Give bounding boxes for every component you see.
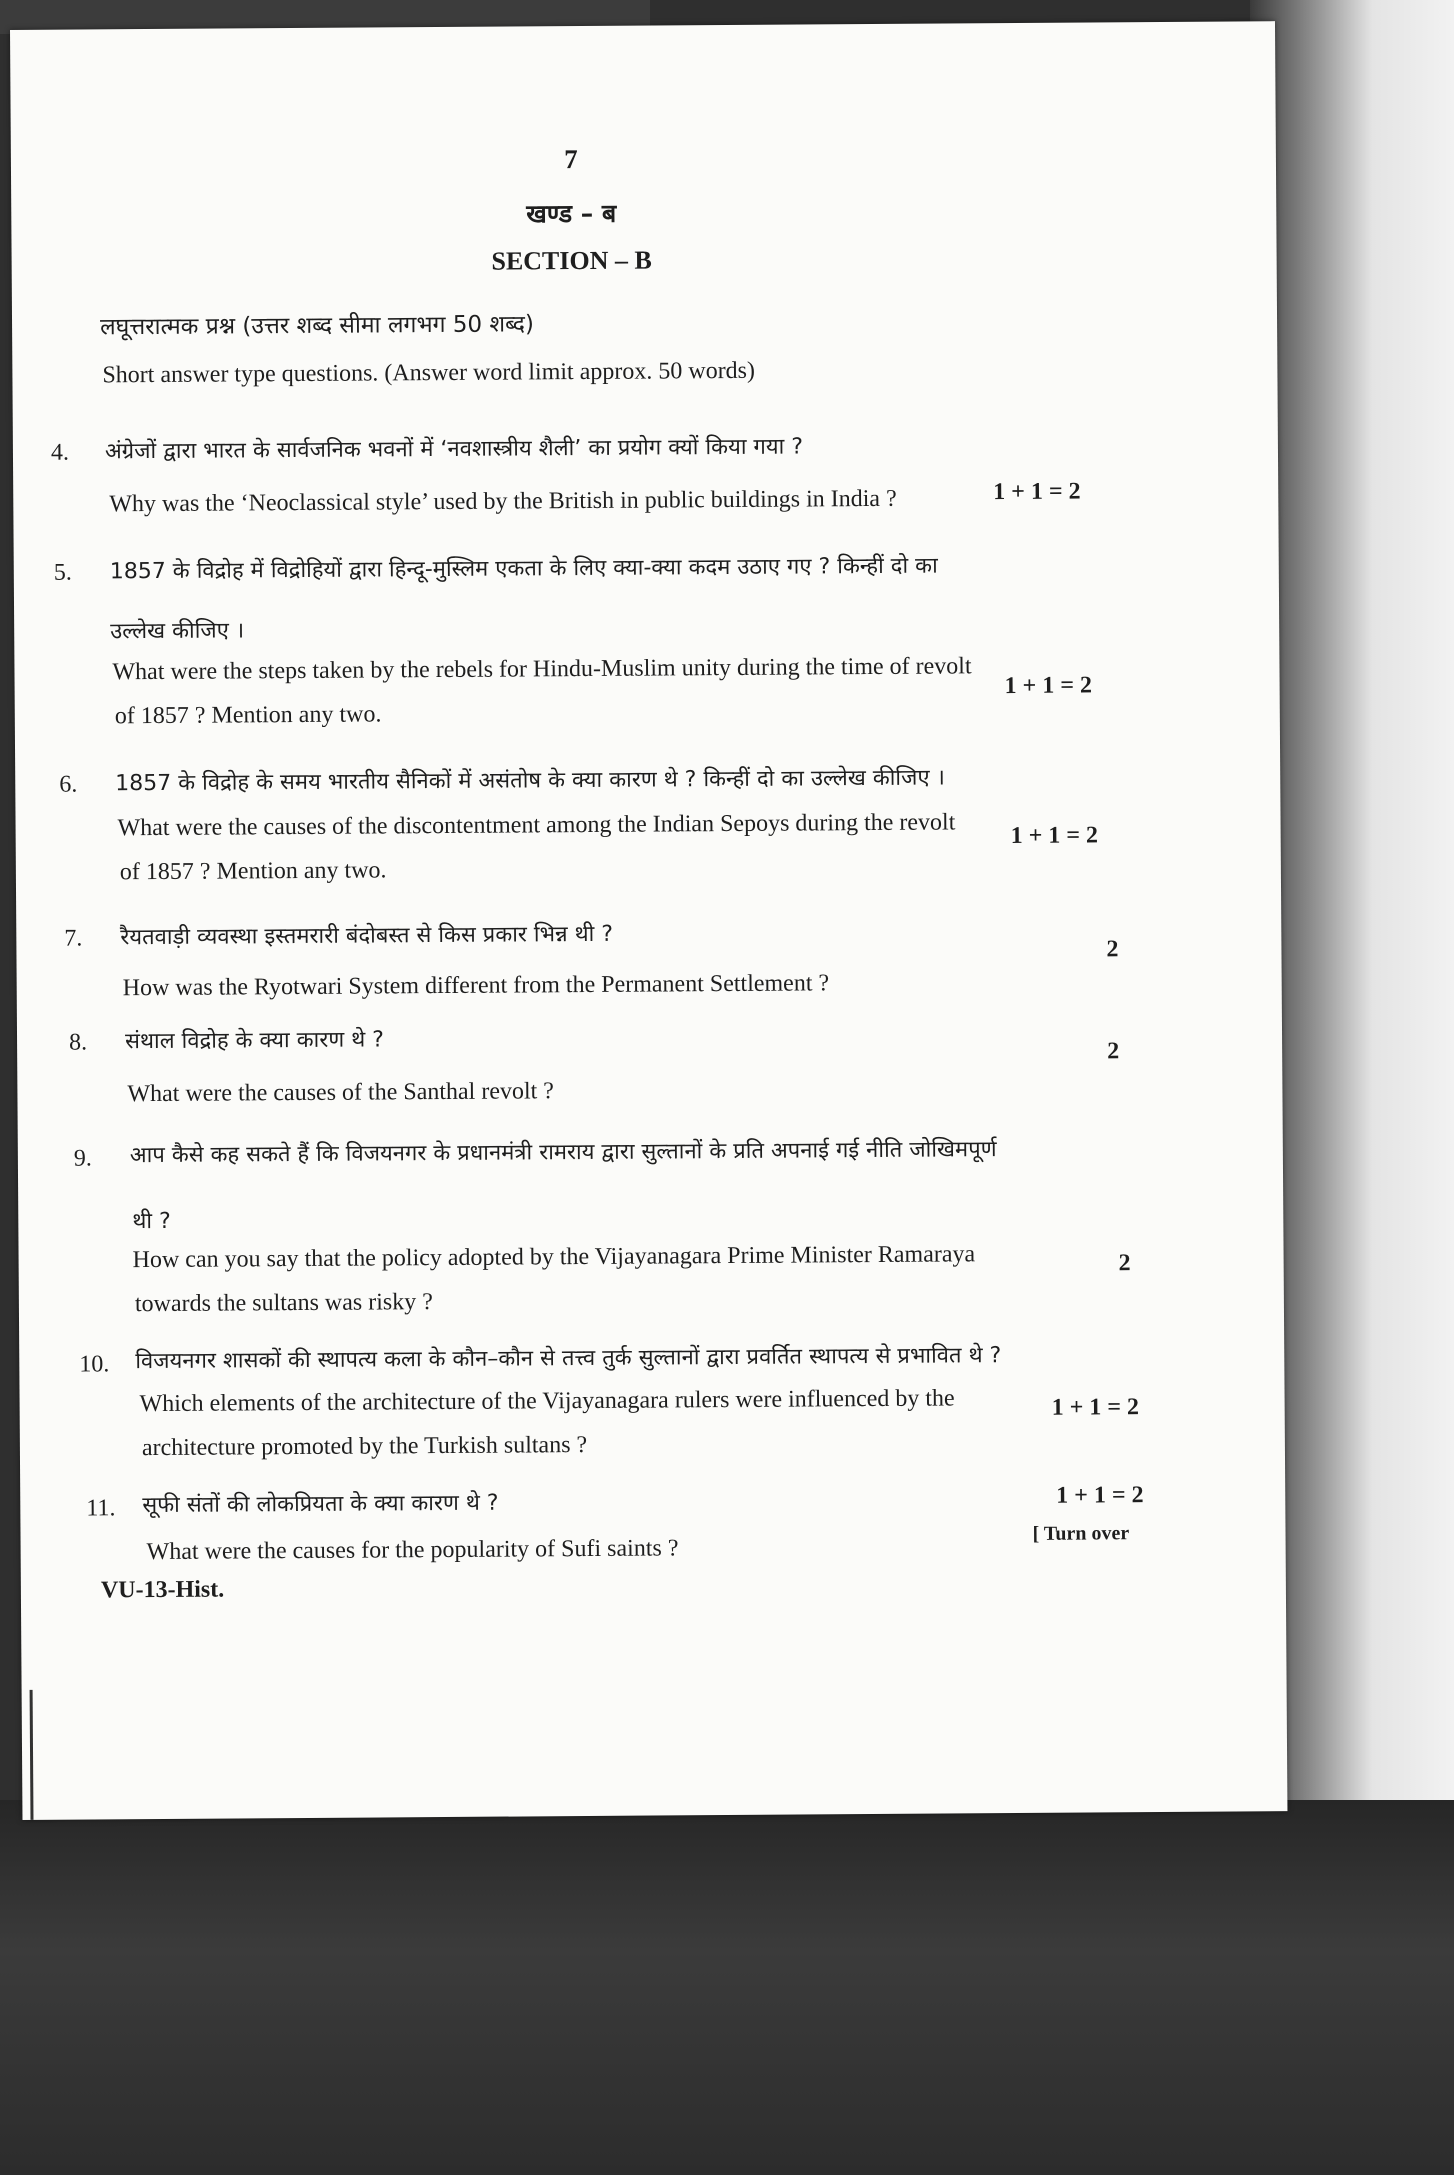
question-text-english: What were the causes of the discontentment among the Indian Sepoys during the revolt xyxy=(117,809,956,842)
question-number: 6. xyxy=(59,771,78,798)
question-number: 7. xyxy=(64,925,83,952)
question-text-hindi: उल्लेख कीजिए । xyxy=(110,618,245,645)
question-text-english: architecture promoted by the Turkish sultans ? xyxy=(141,1432,588,1462)
question-text-hindi: थी ? xyxy=(132,1208,171,1235)
instructions-hindi: लघूत्तरात्मक प्रश्न (उत्तर शब्द सीमा लगभग 50 शब्द) xyxy=(99,311,535,341)
question-marks: 1 + 1 = 2 xyxy=(1056,1482,1144,1509)
question-text-english: towards the sultans was risky ? xyxy=(134,1289,433,1318)
question-text-hindi: सूफी संतों की लोकप्रियता के क्या कारण थे ? xyxy=(142,1490,499,1519)
question-text-english: of 1857 ? Mention any two. xyxy=(119,857,387,886)
question-text-hindi: विजयनगर शासकों की स्थापत्य कला के कौन–कौन से तत्त्व तुर्क सुल्तानों द्वारा प्रवर्तित स्थापत्य से प्रभावित थे ? xyxy=(135,1343,1002,1375)
question-number: 4. xyxy=(50,439,70,466)
question-number: 10. xyxy=(79,1351,110,1378)
question-text-hindi: अंग्रेजों द्वारा भारत के सार्वजनिक भवनों में ‘नवशास्त्रीय शैली’ का प्रयोग क्यों किया गया ? xyxy=(104,434,804,465)
paper-code: VU-13-Hist. xyxy=(100,1576,225,1604)
question-number: 8. xyxy=(68,1029,88,1056)
instructions-english: Short answer type questions. (Answer word limit approx. 50 words) xyxy=(102,357,756,389)
question-number: 5. xyxy=(53,559,72,586)
page-edge-mark xyxy=(30,1690,34,1820)
question-text-hindi: रैयतवाड़ी व्यवस्था इस्तमरारी बंदोबस्त से किस प्रकार भिन्न थी ? xyxy=(120,921,614,951)
question-marks: 1 + 1 = 2 xyxy=(993,478,1081,506)
question-text-english: What were the causes for the popularity of Sufi saints ? xyxy=(146,1535,679,1566)
question-number: 11. xyxy=(86,1495,116,1522)
question-text-hindi: 1857 के विद्रोह के समय भारतीय सैनिकों में असंतोष के क्या कारण थे ? किन्हीं दो का उल्लेख कीजिए । xyxy=(115,765,945,797)
exam-page xyxy=(10,21,1287,1820)
question-text-english: How was the Ryotwari System different from the Permanent Settlement ? xyxy=(122,970,830,1002)
turn-over-note: [ Turn over xyxy=(1032,1522,1130,1545)
question-text-english: What were the causes of the Santhal revolt ? xyxy=(127,1078,555,1108)
section-title-hindi: खण्ड – ब xyxy=(526,198,617,229)
question-text-english: What were the steps taken by the rebels for Hindu-Muslim unity during the time of revolt xyxy=(112,653,972,686)
question-text-hindi: संथाल विद्रोह के क्या कारण थे ? xyxy=(124,1027,385,1055)
question-text-english: Why was the ‘Neoclassical style’ used by the British in public buildings in India ? xyxy=(109,485,897,518)
question-text-english: Which elements of the architecture of the Vijayanagara rulers were influenced by the xyxy=(139,1385,955,1418)
question-marks: 2 xyxy=(1118,1250,1131,1277)
question-text-english: of 1857 ? Mention any two. xyxy=(114,701,382,730)
question-text-hindi: आप कैसे कह सकते हैं कि विजयनगर के प्रधानमंत्री रामराय द्वारा सुल्तानों के प्रति अपनाई गई नीति जोखिमपूर्ण xyxy=(129,1137,997,1169)
question-marks: 2 xyxy=(1106,936,1119,963)
question-marks: 1 + 1 = 2 xyxy=(1051,1394,1140,1421)
question-marks: 1 + 1 = 2 xyxy=(1004,672,1093,700)
question-marks: 1 + 1 = 2 xyxy=(1010,822,1099,850)
question-text-hindi: 1857 के विद्रोह में विद्रोहियों द्वारा हिन्दू-मुस्लिम एकता के लिए क्या-क्या कदम उठाए गए ? किन्हीं दो का xyxy=(109,553,938,585)
question-marks: 2 xyxy=(1107,1038,1120,1065)
section-title-english: SECTION – B xyxy=(491,245,652,276)
question-number: 9. xyxy=(73,1145,92,1172)
scan-background-bottom xyxy=(0,1800,1454,2175)
question-text-english: How can you say that the policy adopted by the Vijayanagara Prime Minister Ramaraya xyxy=(132,1241,976,1274)
page-number: 7 xyxy=(564,144,578,175)
